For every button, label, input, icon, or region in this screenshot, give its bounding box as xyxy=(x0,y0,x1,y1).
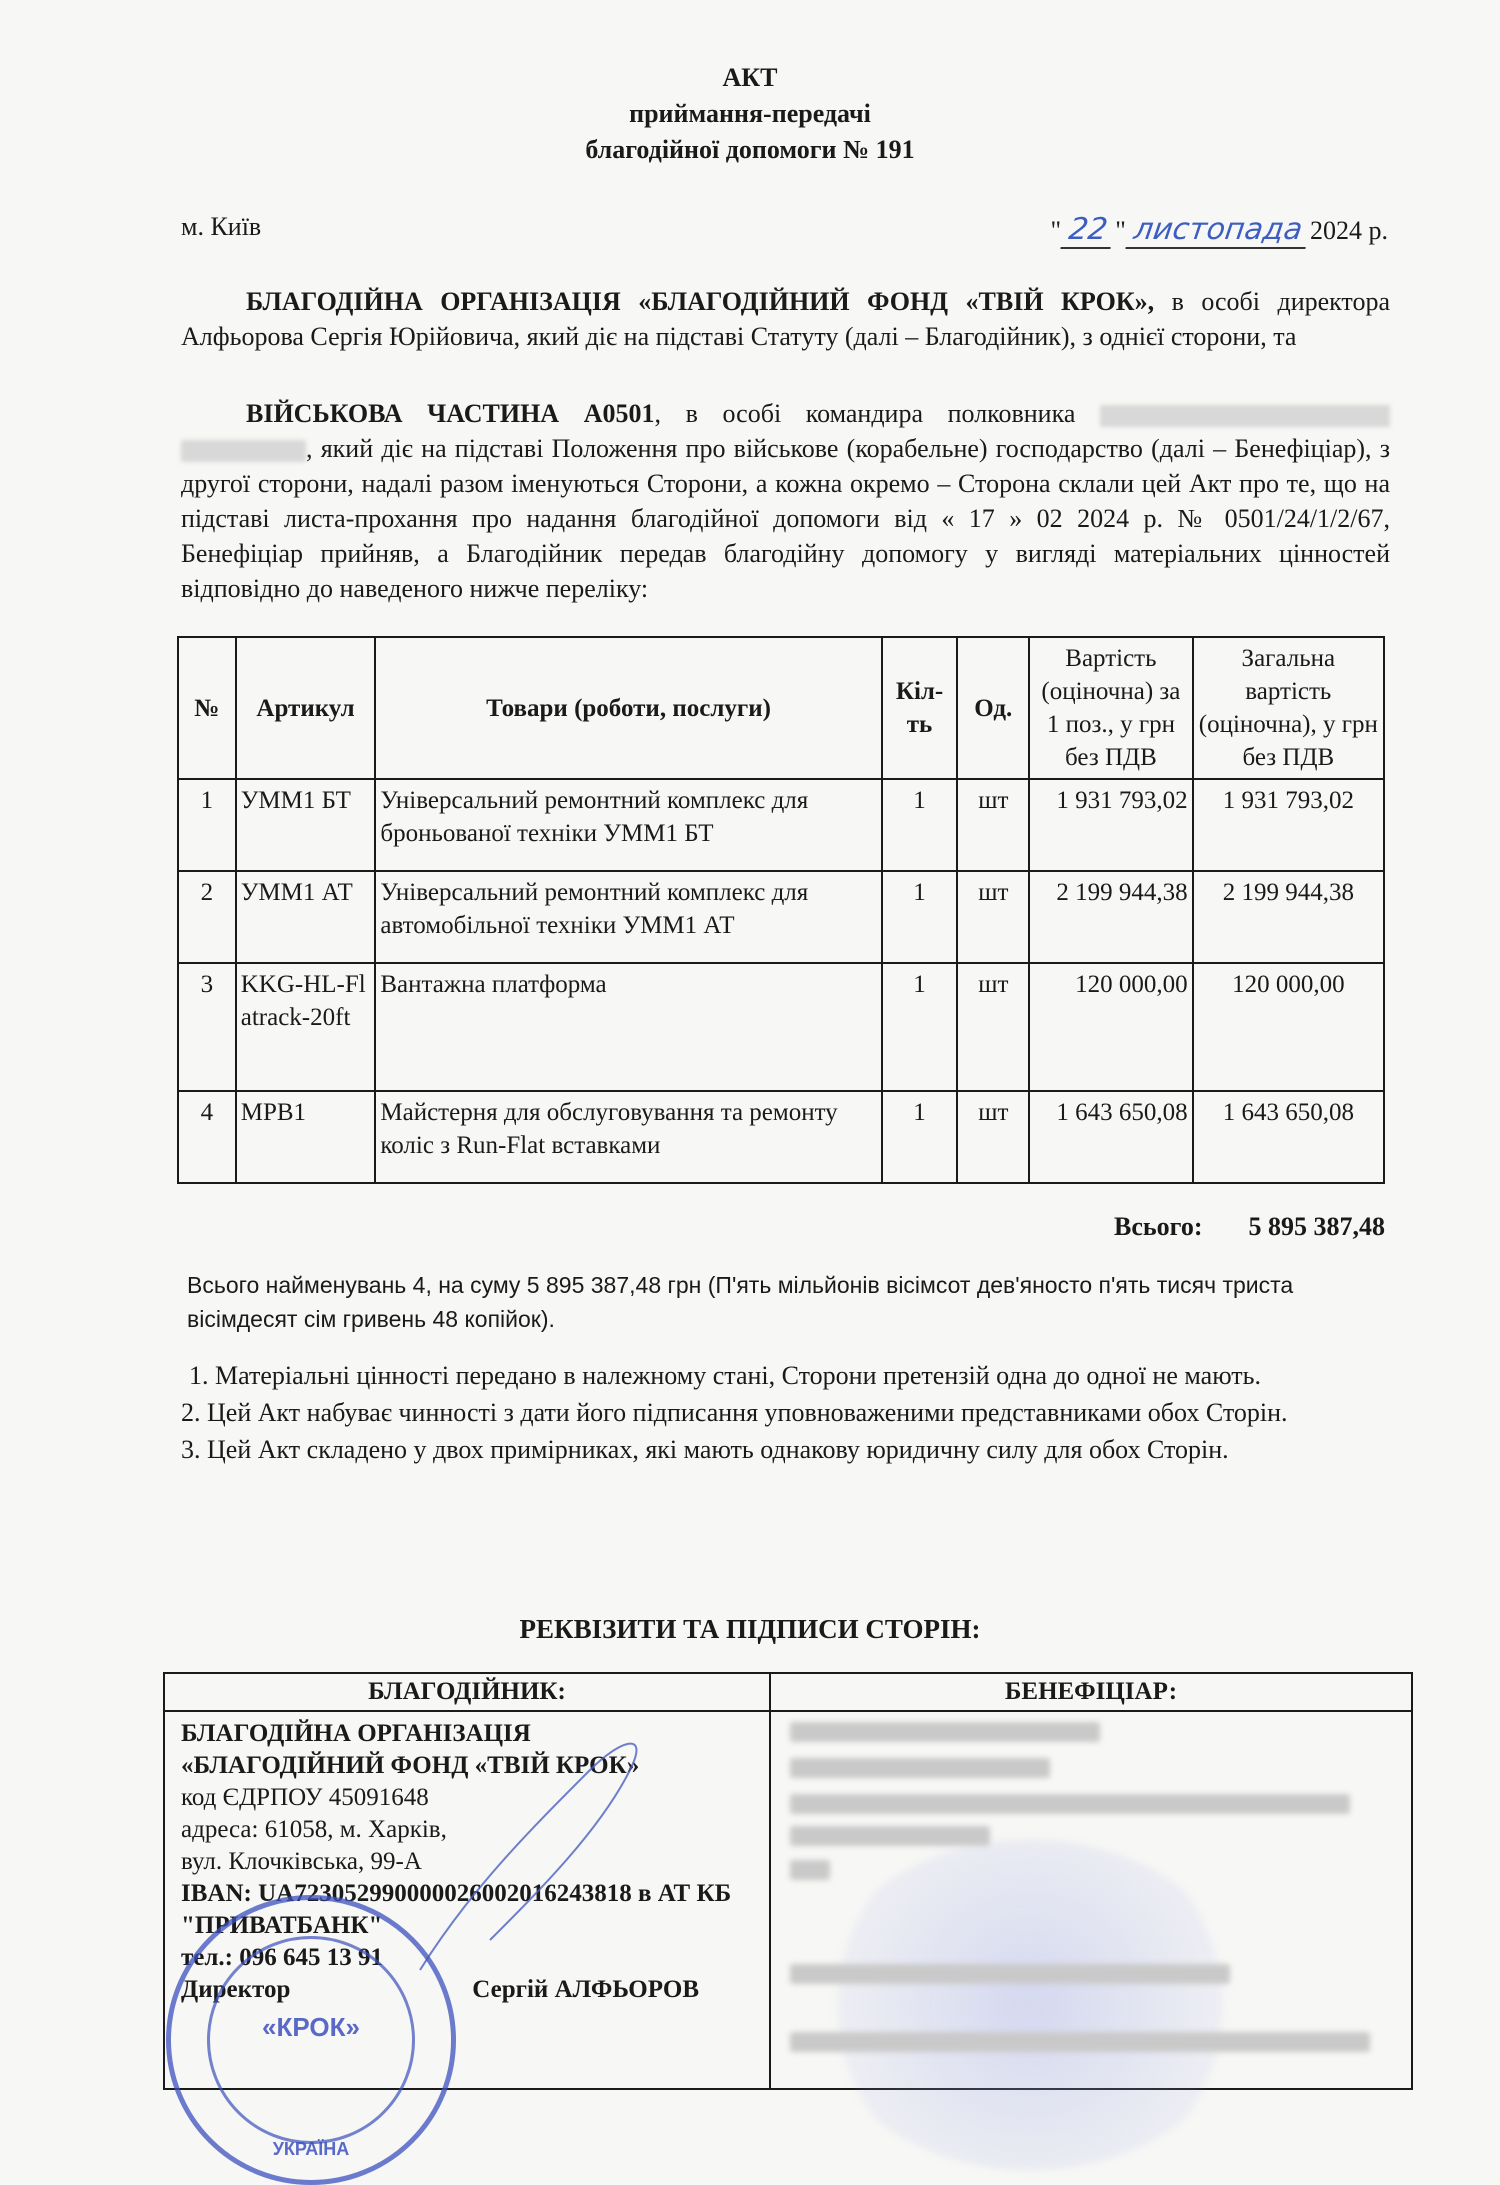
term-1: 1. Матеріальні цінності передано в належному стані, Сторони претензій одна до одної не мають. xyxy=(189,1361,1262,1390)
redacted-commander-name-2 xyxy=(181,440,306,462)
table-row: 1 УММ1 БТ Універсальний ремонтний комплекс для броньованої техніки УММ1 БТ 1 шт 1 931 793,02 1 931 793,02 xyxy=(178,779,1384,871)
city: м. Київ xyxy=(181,212,262,241)
document-title: АКТ xyxy=(722,63,778,92)
intro-paragraph-donor: БЛАГОДІЙНА ОРГАНІЗАЦІЯ «БЛАГОДІЙНИЙ ФОНД «ТВІЙ КРОК», в особі директора Алфьорова Сергія Юрійовича, який діє на підставі Статуту (далі – Благодійник), з однієї сторони, та xyxy=(181,287,1390,351)
term-3: 3. Цей Акт складено у двох примірниках, які мають однакову юридичну силу для обох Сторін. xyxy=(181,1435,1229,1464)
beneficiary-header: БЕНЕФІЦІАР: xyxy=(770,1673,1412,1711)
redacted-commander-name xyxy=(1100,405,1390,427)
place-date-line xyxy=(181,212,1388,249)
date: " 22 " листопада 2024 р. xyxy=(1050,212,1388,247)
donor-edrpou: код ЄДРПОУ 45091648 xyxy=(181,1784,429,1811)
date-year: 2024 р. xyxy=(1310,216,1388,245)
col-goods: Товари (роботи, послуги) xyxy=(375,637,881,779)
col-qty: Кіл-ть xyxy=(882,637,958,779)
unit-name: ВІЙСЬКОВА ЧАСТИНА А0501 xyxy=(246,399,655,428)
items-table-header xyxy=(178,637,1384,779)
beneficiary-redacted-text xyxy=(780,1712,1400,2052)
table-row: 2 УММ1 АТ Універсальний ремонтний комплекс для автомобільної техніки УММ1 АТ 1 шт 2 199 944,38 2 199 944,38 xyxy=(178,871,1384,963)
donor-name-2: «БЛАГОДІЙНИЙ ФОНД «ТВІЙ КРОК» xyxy=(181,1752,640,1779)
donor-phone: тел.: 096 645 13 91 xyxy=(181,1944,383,1971)
document-title-block xyxy=(0,60,1500,168)
document-subtitle-2: благодійної допомоги № 191 xyxy=(585,135,915,164)
date-month: листопада xyxy=(1125,212,1310,249)
donor-iban: IBAN: UA723052990000026002016243818 в АТ КБ "ПРИВАТБАНК" xyxy=(181,1880,732,1939)
donor-position: Директор xyxy=(181,1976,291,2003)
donor-name-1: БЛАГОДІЙНА ОРГАНІЗАЦІЯ xyxy=(181,1720,531,1747)
grand-total xyxy=(1114,1212,1385,1242)
col-total: Загальна вартість (оціночна), у грн без ПДВ xyxy=(1193,637,1384,779)
donor-address-1: адреса: 61058, м. Харків, xyxy=(181,1816,447,1843)
col-price: Вартість (оціночна) за 1 поз., у грн без ПДВ xyxy=(1029,637,1193,779)
donor-address-2: вул. Клочківська, 99-А xyxy=(181,1848,422,1875)
requisites-title: РЕКВІЗИТИ ТА ПІДПИСИ СТОРІН: xyxy=(519,1614,981,1644)
term-2: 2. Цей Акт набуває чинності з дати його підписання уповноваженими представниками обох Сторін. xyxy=(181,1398,1288,1427)
signature-scribble xyxy=(380,1710,710,2010)
table-row: 4 МРВ1 Майстерня для обслуговування та ремонту коліс з Run-Flat вставками 1 шт 1 643 650,08 1 643 650,08 xyxy=(178,1091,1384,1183)
stamp-bottom-text: УКРАЇНА xyxy=(272,2139,350,2159)
donor-header: БЛАГОДІЙНИК: xyxy=(164,1673,770,1711)
col-unit: Од. xyxy=(957,637,1029,779)
grand-total-label: Всього: xyxy=(1114,1212,1203,1241)
document-subtitle-1: приймання-передачі xyxy=(629,99,871,128)
date-day: 22 xyxy=(1060,212,1115,249)
table-row: 3 KKG-HL-Flatrack-20ft Вантажна платформа 1 шт 120 000,00 120 000,00 xyxy=(178,963,1384,1091)
donor-signatory: Сергій АЛФЬОРОВ xyxy=(472,1976,699,2003)
stamp-center-text: «КРОК» xyxy=(262,2012,360,2042)
terms-list xyxy=(181,1358,1390,1469)
donor-org-name: БЛАГОДІЙНА ОРГАНІЗАЦІЯ «БЛАГОДІЙНИЙ ФОНД «ТВІЙ КРОК», xyxy=(246,287,1155,316)
col-article: Артикул xyxy=(236,637,376,779)
grand-total-value: 5 895 387,48 xyxy=(1248,1212,1385,1241)
intro-paragraph-beneficiary: ВІЙСЬКОВА ЧАСТИНА А0501, в особі командира полковника , який діє на підставі Положення про військове (корабельне) господарство (далі – Бенефіціар), з другої сторони, надалі разом іменуються Сторони, а кожна окремо – Сторона склали цей Акт про те, що на підставі листа-прохання про надання благодійної допомоги від « 17 » 02 2024 р. № 0501/24/1/2/67, Бенефіціар прийняв, а Благодійник передав благодійну допомогу у вигляді матеріальних цінностей відповідно до наведеного нижче переліку: xyxy=(181,399,1390,603)
col-num: № xyxy=(178,637,236,779)
sum-in-words: Всього найменувань 4, на суму 5 895 387,48 грн (П'ять мільйонів вісімсот дев'яносто п'ять тисяч триста вісімдесят сім гривень 48 копійок). xyxy=(187,1272,1294,1332)
items-table xyxy=(177,636,1385,1184)
